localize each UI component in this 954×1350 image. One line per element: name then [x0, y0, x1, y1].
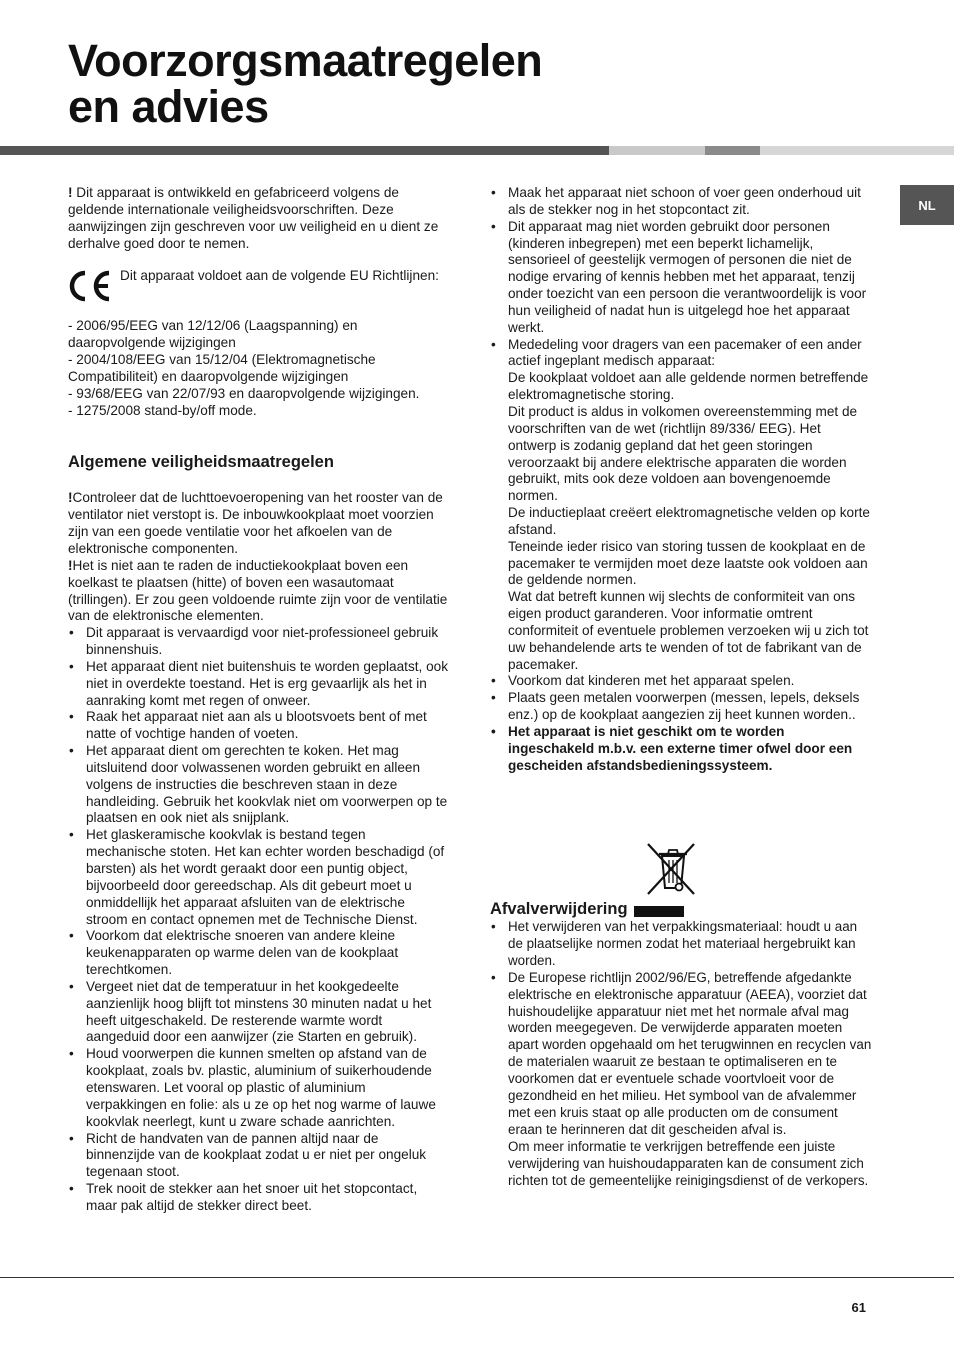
warning-paragraph: [68, 490, 448, 557]
list-item-pacemaker: [490, 337, 872, 674]
list-item: • Het glaskeramische kookvlak is bestand tegen mechanische stoten. Het kan echter worden beschadigd (of barsten) als het wordt geraakt door een puntig object, bijvoorbeeld door gereedschap. Als dit gebeurt moet u onmiddellijk het apparaat afsluiten van de elektrische stroom en contact opnemen met de Technische Dienst.: [68, 827, 448, 928]
warning-paragraph: [68, 558, 448, 625]
crossed-out-bin-icon: [644, 842, 698, 896]
header-rule-pale: [760, 146, 954, 155]
page-number: 61: [851, 1300, 866, 1315]
directive-item: - 2006/95/EEG van 12/12/06 (Laagspanning) en daaropvolgende wijzigingen: [68, 318, 358, 351]
list-item: • Plaats geen metalen voorwerpen (messen, lepels, deksels enz.) op de kookplaat aangezien zij heet kunnen worden..: [490, 690, 872, 724]
intro-text: Dit apparaat is ontwikkeld en gefabriceerd volgens de geldende internationale veiligheidsvoorschriften. Deze aanwijzingen zijn geschreven voor uw veiligheid en u dient ze derhalve goed door te nemen.: [68, 185, 439, 251]
pacemaker-intro: • Mededeling voor dragers van een pacemaker of een ander actief ingeplant medisch apparaat:: [508, 336, 862, 369]
warning-text: Controleer dat de luchttoevoeropening van het rooster van de ventilator niet verstopt is. De inbouwkookplaat moet voorzien zijn van een goede ventilatie voor het afkoelen van de elektronische componenten.: [68, 490, 443, 556]
left-column: [68, 185, 448, 1215]
section-heading: Algemene veiligheidsmaatregelen: [68, 453, 334, 472]
pacemaker-paragraph: Teneinde ieder risico van storing tussen de kookplaat en de pacemaker te vermijden moet deze laatste ook voldoen aan de geldende normen.: [508, 538, 868, 588]
disposal-heading-bar: [634, 906, 684, 917]
safety-list-continued: [490, 185, 872, 775]
right-column: [490, 185, 872, 775]
list-item: • Voorkom dat kinderen met het apparaat spelen.: [490, 673, 872, 690]
intro-paragraph: [68, 185, 448, 252]
list-item: • Maak het apparaat niet schoon of voer geen onderhoud uit als de stekker nog in het stopcontact zit.: [490, 185, 872, 219]
pacemaker-paragraph: De kookplaat voldoet aan alle geldende normen betreffende elektromagnetische storing.: [508, 370, 869, 403]
directive-item: - 1275/2008 stand-by/off mode.: [68, 402, 257, 418]
page-title: [68, 35, 543, 132]
language-tab: NL: [900, 185, 954, 225]
list-item: • Voorkom dat elektrische snoeren van andere kleine keukenapparaten op warme delen van de kookplaat terechtkomen.: [68, 928, 448, 979]
disposal-section: [490, 919, 872, 1190]
list-item: • Richt de handvaten van de pannen altijd naar de binnenzijde van de kookplaat zodat u er niet per ongeluk tegenaan stoot.: [68, 1131, 448, 1182]
header-rule-light: [609, 146, 705, 155]
list-item: • Dit apparaat is vervaardigd voor niet-professioneel gebruik binnenshuis.: [68, 625, 448, 659]
pacemaker-paragraph: De inductieplaat creëert elektromagnetische velden op korte afstand.: [508, 505, 870, 537]
list-item-weee: [490, 970, 872, 1190]
list-item: • Houd voorwerpen die kunnen smelten op afstand van de kookplaat, zoals bv. plastic, aluminium of suikerhoudende etenswaren. Let vooral op plastic of aluminium verpakkingen en folie: als u ze op het nog warme of lauwe kookvlak neerlegt, kunt u zware schade aanrichten.: [68, 1046, 448, 1130]
warning-text: Het is niet aan te raden de inductiekookplaat boven een koelkast te plaatsen (hitte) of boven een wasautomaat (trillingen). Er zou geen voldoende ruimte zijn voor de ventilatie van de elektronische elementen.: [68, 557, 448, 624]
list-item: • Het apparaat dient om gerechten te koken. Het mag uitsluitend door volwassenen worden gebruikt en alleen volgens de instructies die beschreven staan in deze handleiding. Gebruik het kookvlak niet om voorwerpen op te plaatsen en ook niet als snijplank.: [68, 743, 448, 827]
safety-list: [68, 625, 448, 1215]
ce-mark-icon: [68, 268, 114, 304]
warning-mark: !: [68, 185, 73, 200]
weee-paragraph-extra: Om meer informatie te verkrijgen betreffende een juiste verwijdering van huishoudapparaten kan de consument zich richten tot de gemeentelijke reinigingsdienst of de verkopers.: [508, 1138, 869, 1188]
ce-text: Dit apparaat voldoet aan de volgende EU Richtlijnen:: [120, 268, 439, 284]
directive-item: - 2004/108/EEG van 15/12/04 (Elektromagnetische Compatibiliteit) en daaropvolgende wijzigingen: [68, 352, 376, 384]
list-item: • Trek nooit de stekker aan het snoer uit het stopcontact, maar pak altijd de stekker direct beet.: [68, 1181, 448, 1215]
disposal-heading: [490, 899, 684, 919]
warning-mark: !: [68, 490, 73, 506]
list-item: • Het verwijderen van het verpakkingsmateriaal: houdt u aan de plaatselijke normen zodat het materiaal hergebruikt kan worden.: [490, 919, 872, 970]
disposal-list: [490, 919, 872, 1190]
pacemaker-paragraph: Wat dat betreft kunnen wij slechts de conformiteit van ons eigen product garanderen. Voor informatie omtrent conformiteit of eventuele problemen verzoeken wij u zich tot uw behandelende arts te wenden of tot de fabrikant van de pacemaker.: [508, 589, 869, 672]
warning-mark: !: [68, 557, 73, 573]
disposal-heading-text: Afvalverwijdering: [490, 900, 628, 918]
list-item: • Vergeet niet dat de temperatuur in het kookgedeelte aanzienlijk hoog blijft tot minstens 30 minuten nadat u het heeft uitgeschakeld. De resterende warmte wordt aangeduid door een aanwijzer (zie Starten en gebruik).: [68, 979, 448, 1046]
header-rule-dark: [0, 146, 609, 155]
page-title-line2: en advies: [68, 81, 269, 132]
directive-item: - 93/68/EEG van 22/07/93 en daaropvolgende wijzigingen.: [68, 385, 420, 401]
list-item: • Het apparaat dient niet buitenshuis te worden geplaatst, ook niet in overdekte toestand. Het is erg gevaarlijk als het in aanraking komt met regen of onweer.: [68, 659, 448, 710]
pacemaker-paragraph: Dit product is aldus in volkomen overeenstemming met de voorschriften van de wet (richtlijn 89/336/ EEG). Het ontwerp is zodanig gepland dat het geen storingen veroorzaakt bij andere elektrische apparaten die worden gebruikt, mits ook deze voldoen aan bovengenoemde normen.: [508, 403, 858, 504]
page-title-line1: Voorzorgsmaatregelen: [68, 35, 543, 86]
list-item: • Raak het apparaat niet aan als u blootsvoets bent of met natte of vochtige handen of voeten.: [68, 709, 448, 743]
header-rule-mid: [705, 146, 760, 155]
list-item: • Dit apparaat mag niet worden gebruikt door personen (kinderen inbegrepen) met een beperkt lichamelijk, sensorieel of geestelijk vermogen of personen die niet de nodige ervaring of kennis hebben met het apparaat, tenzij onder toezicht van een persoon die verantwoordelijk is voor hun veiligheid of nadat hun is uitgelegd hoe het apparaat werkt.: [490, 219, 872, 337]
ce-compliance: [68, 268, 448, 304]
footer-rule: [0, 1277, 954, 1278]
list-item-bold: • Het apparaat is niet geschikt om te worden ingeschakeld m.b.v. een externe timer ofwel door een gescheiden afstandsbedieningssysteem.: [490, 724, 872, 775]
weee-paragraph: • De Europese richtlijn 2002/96/EG, betreffende afgedankte elektrische en elektronische apparatuur (AEEA), voorziet dat huishoudelijke apparatuur niet met het normale afval mag worden meegegeven. De verwijderde apparaten moeten apart worden opgehaald om het terugwinnen en recyclen van de materialen waaruit ze bestaan te optimaliseren en te voorkomen dat er eventuele schade voortvloeit voor de gezondheid en het milieu. Het symbool van de afvalemmer met een kruis staat op alle producten om de consument eraan te herinneren dat dit gescheiden afval is.: [508, 969, 872, 1137]
